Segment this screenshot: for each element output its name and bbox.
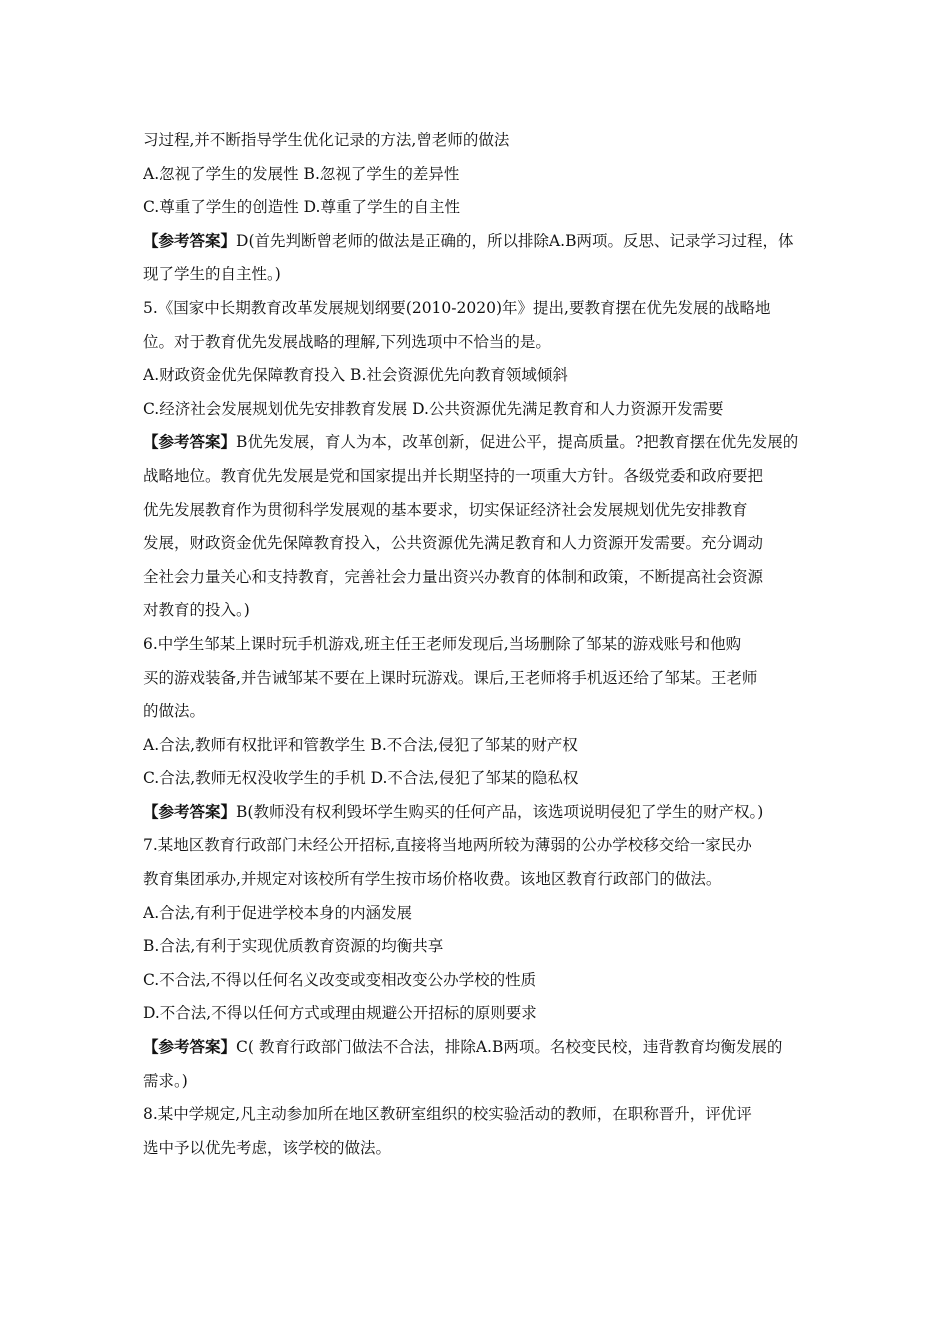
text-line: 优先发展教育作为贯彻科学发展观的基本要求，切实保证经济社会发展规划优先安排教育 <box>143 500 748 519</box>
option-line: A.财政资金优先保障教育投入 B.社会资源优先向教育领域倾斜 <box>143 366 568 385</box>
answer-text: C( 教育行政部门做法不合法，排除A.B两项。名校变民校，违背教育均衡发展的 <box>236 1038 783 1057</box>
text-line: 发展，财政资金优先保障教育投入，公共资源优先满足教育和人力资源开发需要。充分调动 <box>143 534 764 553</box>
text-line: 教育集团承办,并规定对该校所有学生按市场价格收费。该地区教育行政部门的做法。 <box>143 870 722 889</box>
option-line: C.经济社会发展规划优先安排教育发展 D.公共资源优先满足教育和人力资源开发需要 <box>143 399 724 418</box>
option-line: A.合法,教师有权批评和管教学生 B.不合法,侵犯了邹某的财产权 <box>143 735 578 754</box>
option-line: A.合法,有利于促进学校本身的内涵发展 <box>143 903 413 922</box>
option-line: B.合法,有利于实现优质教育资源的均衡共享 <box>143 937 444 956</box>
question-line: 8.某中学规定,凡主动参加所在地区教研室组织的校实验活动的教师，在职称晋升，评优评 <box>143 1105 752 1124</box>
text-line: 全社会力量关心和支持教育，完善社会力量出资兴办教育的体制和政策，不断提高社会资源 <box>143 567 764 586</box>
question-line: 6.中学生邹某上课时玩手机游戏,班主任王老师发现后,当场删除了邹某的游戏账号和他购 <box>143 634 742 653</box>
text-line: 战略地位。教育优先发展是党和国家提出并长期坚持的一项重大方针。各级党委和政府要把 <box>143 466 764 485</box>
text-line: 位。对于教育优先发展战略的理解,下列选项中不恰当的是。 <box>143 332 551 351</box>
option-line: D.不合法,不得以任何方式或理由规避公开招标的原则要求 <box>143 1004 537 1023</box>
question-line: 7.某地区教育行政部门未经公开招标,直接将当地两所较为薄弱的公办学校移交给一家民办 <box>143 836 752 855</box>
option-line: C.不合法,不得以任何名义改变或变相改变公办学校的性质 <box>143 970 537 989</box>
answer-line <box>143 796 811 830</box>
answer-tag: 【参考答案】 <box>143 231 237 250</box>
document-page <box>143 124 811 1165</box>
answer-tag: 【参考答案】 <box>143 433 237 452</box>
text-line: 需求。) <box>143 1071 188 1090</box>
text-line: 选中予以优先考虑，该学校的做法。 <box>143 1138 392 1157</box>
text-line: 对教育的投入。) <box>143 601 250 620</box>
question-line: 5.《国家中长期教育改革发展规划纲要(2010-2020)年》提出,要教育摆在优先发展的战略地 <box>143 298 771 317</box>
text-line: 的做法。 <box>143 702 206 721</box>
option-line: C.合法,教师无权没收学生的手机 D.不合法,侵犯了邹某的隐私权 <box>143 769 579 788</box>
answer-text: B优先发展，育人为本，改革创新，促进公平，提高质量。?把教育摆在优先发展的 <box>236 433 799 452</box>
answer-text: D(首先判断曾老师的做法是正确的，所以排除A.B两项。反思、记录学习过程，体 <box>236 231 794 250</box>
answer-tag: 【参考答案】 <box>143 1038 237 1057</box>
answer-text: B(教师没有权利毁坏学生购买的任何产品，该选项说明侵犯了学生的财产权。) <box>236 802 764 821</box>
option-line: C.尊重了学生的创造性 D.尊重了学生的自主性 <box>143 198 460 217</box>
text-line: 买的游戏装备,并告诫邹某不要在上课时玩游戏。课后,王老师将手机返还给了邹某。王老师 <box>143 668 758 687</box>
answer-line <box>143 1031 811 1065</box>
answer-line <box>143 426 811 460</box>
text-line: 现了学生的自主性。) <box>143 265 281 284</box>
text-line: 习过程,并不断指导学生优化记录的方法,曾老师的做法 <box>143 131 510 149</box>
answer-line <box>143 225 811 259</box>
answer-tag: 【参考答案】 <box>143 802 237 821</box>
option-line: A.忽视了学生的发展性 B.忽视了学生的差异性 <box>143 164 460 183</box>
